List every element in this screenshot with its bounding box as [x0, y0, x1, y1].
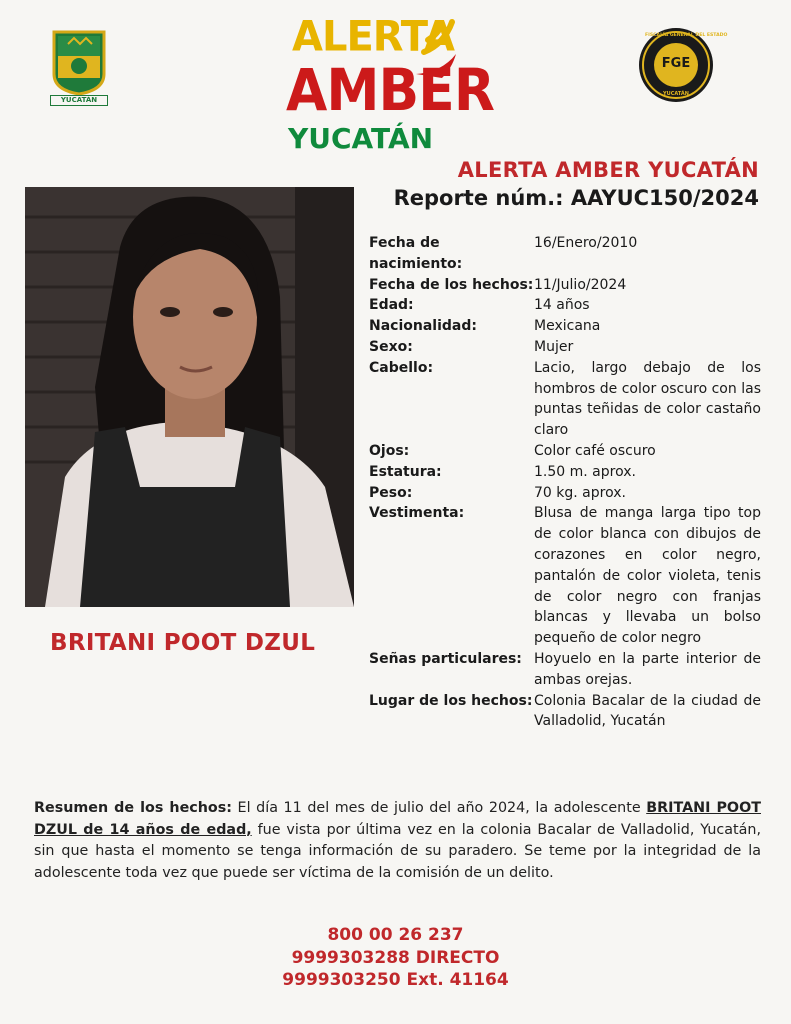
detail-row	[369, 441, 761, 462]
detail-value: Blusa de manga larga tipo top de color blanca con dibujos de corazones en color negro, pantalón de color violeta, tenis de color negro con franjas blancas y llevaba un bolso pequeño de color negro	[534, 505, 761, 647]
detail-row	[369, 691, 761, 733]
detail-row	[369, 316, 761, 337]
detail-label: Peso:	[369, 484, 413, 501]
missing-person-name: BRITANI POOT DZUL	[50, 630, 316, 656]
detail-row	[369, 337, 761, 358]
alert-title: ALERTA AMBER YUCATÁN	[457, 158, 759, 182]
phone-number[interactable]: 9999303288 DIRECTO	[291, 947, 500, 968]
detail-value: 1.50 m. aprox.	[534, 463, 636, 480]
summary-text-1: El día 11 del mes de julio del año 2024, la adolescente	[231, 800, 647, 816]
detail-row	[369, 233, 761, 275]
fge-text: FGE	[661, 56, 691, 71]
fge-seal	[637, 26, 728, 104]
detail-label: Ojos:	[369, 442, 410, 459]
detail-label: Fecha de los hechos:	[369, 276, 534, 293]
summary-text-2: fue vista por última vez en la colonia Bacalar de Valladolid, Yucatán, sin que hasta el momento se tenga información de su paradero. Se teme por la integridad de la adolescente toda vez que puede ser víctima de la comisión de un delito.	[34, 821, 762, 881]
detail-label: Señas particulares:	[369, 650, 522, 667]
person-portrait	[25, 187, 354, 607]
logo-alerta-text: ALERTA	[292, 12, 454, 62]
detail-row	[369, 649, 761, 691]
fge-bottom-text: YUCATÁN	[663, 91, 689, 97]
detail-row	[369, 275, 761, 296]
detail-label: Vestimenta:	[369, 505, 465, 522]
report-number: Reporte núm.: AAYUC150/2024	[393, 186, 759, 210]
detail-label: Sexo:	[369, 338, 413, 355]
detail-row	[369, 462, 761, 483]
detail-label: Fecha de nacimiento:	[369, 235, 463, 272]
case-summary	[34, 798, 761, 884]
detail-value: Colonia Bacalar de la ciudad de Valladolid, Yucatán	[534, 692, 761, 730]
summary-highlight: BRITANI POOT DZUL de 14 años de edad,	[34, 800, 761, 838]
seal-caption: YUCATÁN	[50, 95, 108, 106]
detail-row	[369, 503, 761, 649]
phone-number[interactable]: 800 00 26 237	[327, 925, 464, 945]
alert-signal-icon	[412, 14, 468, 94]
detail-label: Lugar de los hechos:	[369, 692, 533, 709]
logo-amber-text: AMBER	[286, 56, 495, 124]
detail-value: 70 kg. aprox.	[534, 484, 626, 501]
alerta-amber-logo	[286, 12, 495, 155]
fge-ring-text: FISCALÍA GENERAL DEL ESTADO	[645, 33, 728, 38]
detail-label: Cabello:	[369, 359, 434, 376]
detail-row	[369, 483, 761, 504]
detail-label: Estatura:	[369, 463, 442, 480]
detail-value: 14 años	[534, 297, 590, 314]
detail-row	[369, 295, 761, 316]
detail-value: Mujer	[534, 338, 574, 355]
contact-phones	[0, 924, 791, 992]
detail-value: Color café oscuro	[534, 442, 656, 459]
detail-row	[369, 358, 761, 441]
detail-label: Nacionalidad:	[369, 318, 477, 335]
detail-value: 16/Enero/2010	[534, 235, 638, 251]
detail-value: 11/Julio/2024	[534, 276, 627, 293]
yucatan-state-seal	[50, 28, 108, 106]
detail-value: Lacio, largo debajo de los hombros de color oscuro con las puntas teñidas de color castaño claro	[534, 359, 761, 439]
summary-label: Resumen de los hechos:	[34, 800, 232, 816]
detail-label: Edad:	[369, 297, 414, 314]
detail-value: Hoyuelo en la parte interior de ambas orejas.	[534, 650, 761, 688]
detail-value: Mexicana	[534, 318, 601, 335]
phone-number[interactable]: 9999303250 Ext. 41164	[282, 970, 509, 990]
logo-yucatan-text: YUCATÁN	[288, 122, 434, 155]
missing-person-photo	[25, 187, 354, 607]
details-list	[369, 233, 761, 732]
